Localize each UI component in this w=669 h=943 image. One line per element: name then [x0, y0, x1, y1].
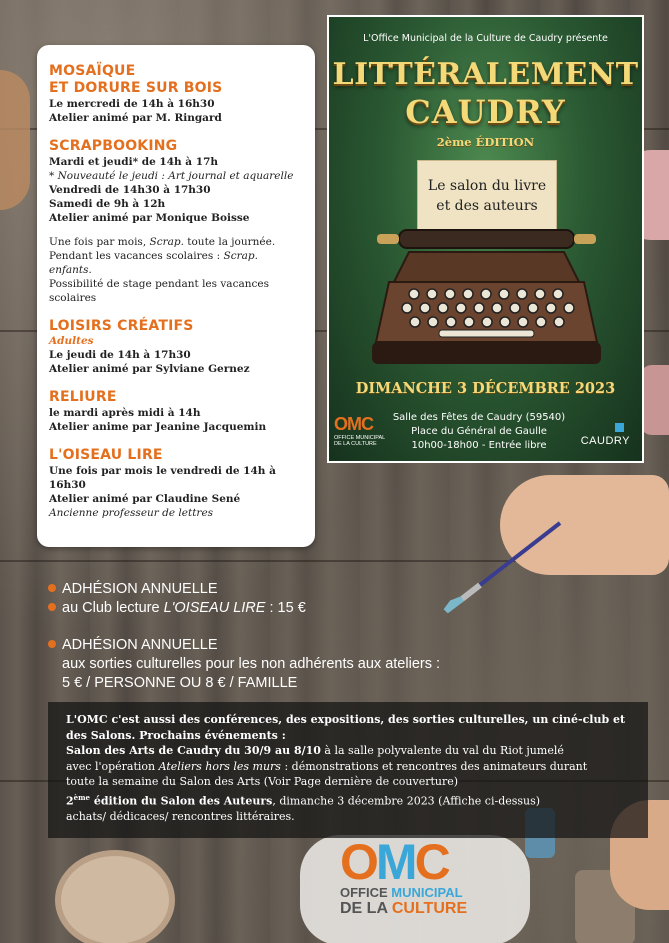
poster-title: LITTÉRALEMENT — [332, 57, 639, 92]
section-title: RELIURE — [49, 389, 117, 405]
instructor-line: Atelier animé par Monique Boisse — [49, 212, 250, 224]
event-poster — [327, 15, 644, 463]
section-mosaique — [49, 63, 303, 125]
venue-line: Place du Général de Gaulle — [411, 426, 547, 437]
paper-text: et des auteurs — [436, 198, 538, 214]
poster-date: DIMANCHE 3 DÉCEMBRE 2023 — [355, 380, 616, 397]
section-oiseau-lire — [49, 447, 303, 520]
schedule-line: Vendredi de 14h30 à 17h30 — [49, 184, 211, 196]
instructor-line: Atelier animé par Claudine Sené — [49, 493, 241, 505]
schedule-line: Mardi et jeudi* de 14h à 17h — [49, 156, 219, 168]
omc-logo-line: DE LA CULTURE — [340, 900, 468, 917]
bullet-icon — [48, 603, 56, 611]
membership-club-lecture — [48, 580, 306, 618]
poster-omc-logo — [334, 414, 386, 447]
info-line: Salon des Arts de Caudry du 30/9 au 8/10 à la salle polyvalente du val du Riot jumelé — [66, 744, 564, 757]
membership-line: ADHÉSION ANNUELLE — [48, 636, 440, 655]
info-line: Une fois par mois, Scrap. toute la journée. — [49, 236, 276, 248]
bullet-icon — [48, 640, 56, 648]
instructor-line: Atelier animé par Sylviane Gernez — [49, 363, 250, 375]
section-loisirs-creatifs — [49, 318, 303, 376]
wooden-palette-decoration — [0, 70, 30, 210]
section-title: LOISIRS CRÉATIFS — [49, 318, 194, 334]
info-line: avec l'opération Ateliers hors les murs : démonstrations et rencontres des animateurs durant — [66, 759, 588, 773]
omc-logo-sub: OFFICE MUNICIPAL — [334, 435, 386, 441]
membership-price: 5 € / PERSONNE OU 8 € / FAMILLE — [62, 675, 298, 691]
membership-line: ADHÉSION ANNUELLE — [48, 580, 306, 599]
omc-logo-letters: OMC — [340, 834, 448, 890]
section-title: SCRAPBOOKING — [49, 138, 178, 154]
instructor-note: Ancienne professeur de lettres — [49, 507, 214, 519]
membership-sorties — [48, 636, 440, 693]
omc-events-box — [48, 702, 648, 838]
section-reliure — [49, 389, 303, 434]
schedule-line: le mardi après midi à 14h — [49, 407, 201, 419]
poster-title: CAUDRY — [405, 93, 566, 131]
schedule-line: Le jeudi de 14h à 17h30 — [49, 349, 191, 361]
section-title: MOSAÏQUE — [49, 63, 136, 79]
section-subtitle: Adultes — [49, 335, 94, 347]
pink-cloth-decoration — [640, 365, 669, 435]
info-line: des Salons. Prochains événements : — [66, 728, 286, 742]
instructor-line: Atelier anime par Jeanine Jacquemin — [49, 421, 267, 433]
info-line: Possibilité de stage pendant les vacances — [49, 278, 269, 290]
bullet-icon — [48, 584, 56, 592]
info-line: Pendant les vacances scolaires : Scrap. enfants. — [49, 250, 258, 276]
schedule-note: * Nouveauté le jeudi : Art journal et aquarelle — [49, 170, 294, 182]
info-line: 2ème édition du Salon des Auteurs, dimanche 3 décembre 2023 (Affiche ci-dessus) — [66, 792, 541, 808]
info-line: L'OMC c'est aussi des conférences, des expositions, des sorties culturelles, un ciné-club et — [66, 713, 626, 726]
section-title: L'OISEAU LIRE — [49, 447, 163, 463]
workshop-program-card — [37, 45, 315, 547]
schedule-line: Samedi de 9h à 12h — [49, 198, 166, 210]
typewriter-icon — [369, 222, 604, 372]
info-line: toute la semaine du Salon des Arts (Voir Page dernière de couverture) — [66, 775, 459, 788]
clay-dish-decoration — [55, 850, 175, 943]
caudry-logo: CAUDRY — [581, 435, 630, 447]
section-scrapbooking — [49, 138, 303, 305]
omc-logo-text: OMC — [334, 414, 373, 434]
venue-hours: 10h00-18h00 - Entrée libre — [411, 440, 547, 451]
omc-logo-sub: DE LA CULTURE — [334, 441, 377, 447]
instructor-line: Atelier animé par M. Ringard — [49, 112, 222, 124]
membership-line: au Club lecture L'OISEAU LIRE : 15 € — [48, 599, 306, 618]
venue-line: Salle des Fêtes de Caudry (59540) — [392, 412, 566, 423]
schedule-line: Une fois par mois le vendredi de 14h à 16h30 — [49, 465, 276, 491]
membership-line: aux sorties culturelles pour les non adhérents aux ateliers : — [62, 656, 441, 672]
omc-logo-line: OFFICE MUNICIPAL — [340, 885, 463, 900]
paper-text: Le salon du livre — [427, 178, 547, 194]
poster-venue — [391, 411, 567, 453]
omc-logo — [340, 834, 500, 917]
info-line: achats/ dédicaces/ rencontres littéraires. — [66, 809, 295, 823]
info-line: scolaires — [49, 292, 97, 304]
poster-edition: 2ème ÉDITION — [436, 135, 535, 149]
caudry-logo-mark-icon — [615, 423, 624, 432]
paint-brush-decoration — [440, 515, 570, 615]
schedule-line: Le mercredi de 14h à 16h30 — [49, 98, 215, 110]
poster-presents: L'Office Municipal de la Culture de Caudry présente — [363, 33, 608, 44]
section-title: ET DORURE SUR BOIS — [49, 80, 223, 96]
